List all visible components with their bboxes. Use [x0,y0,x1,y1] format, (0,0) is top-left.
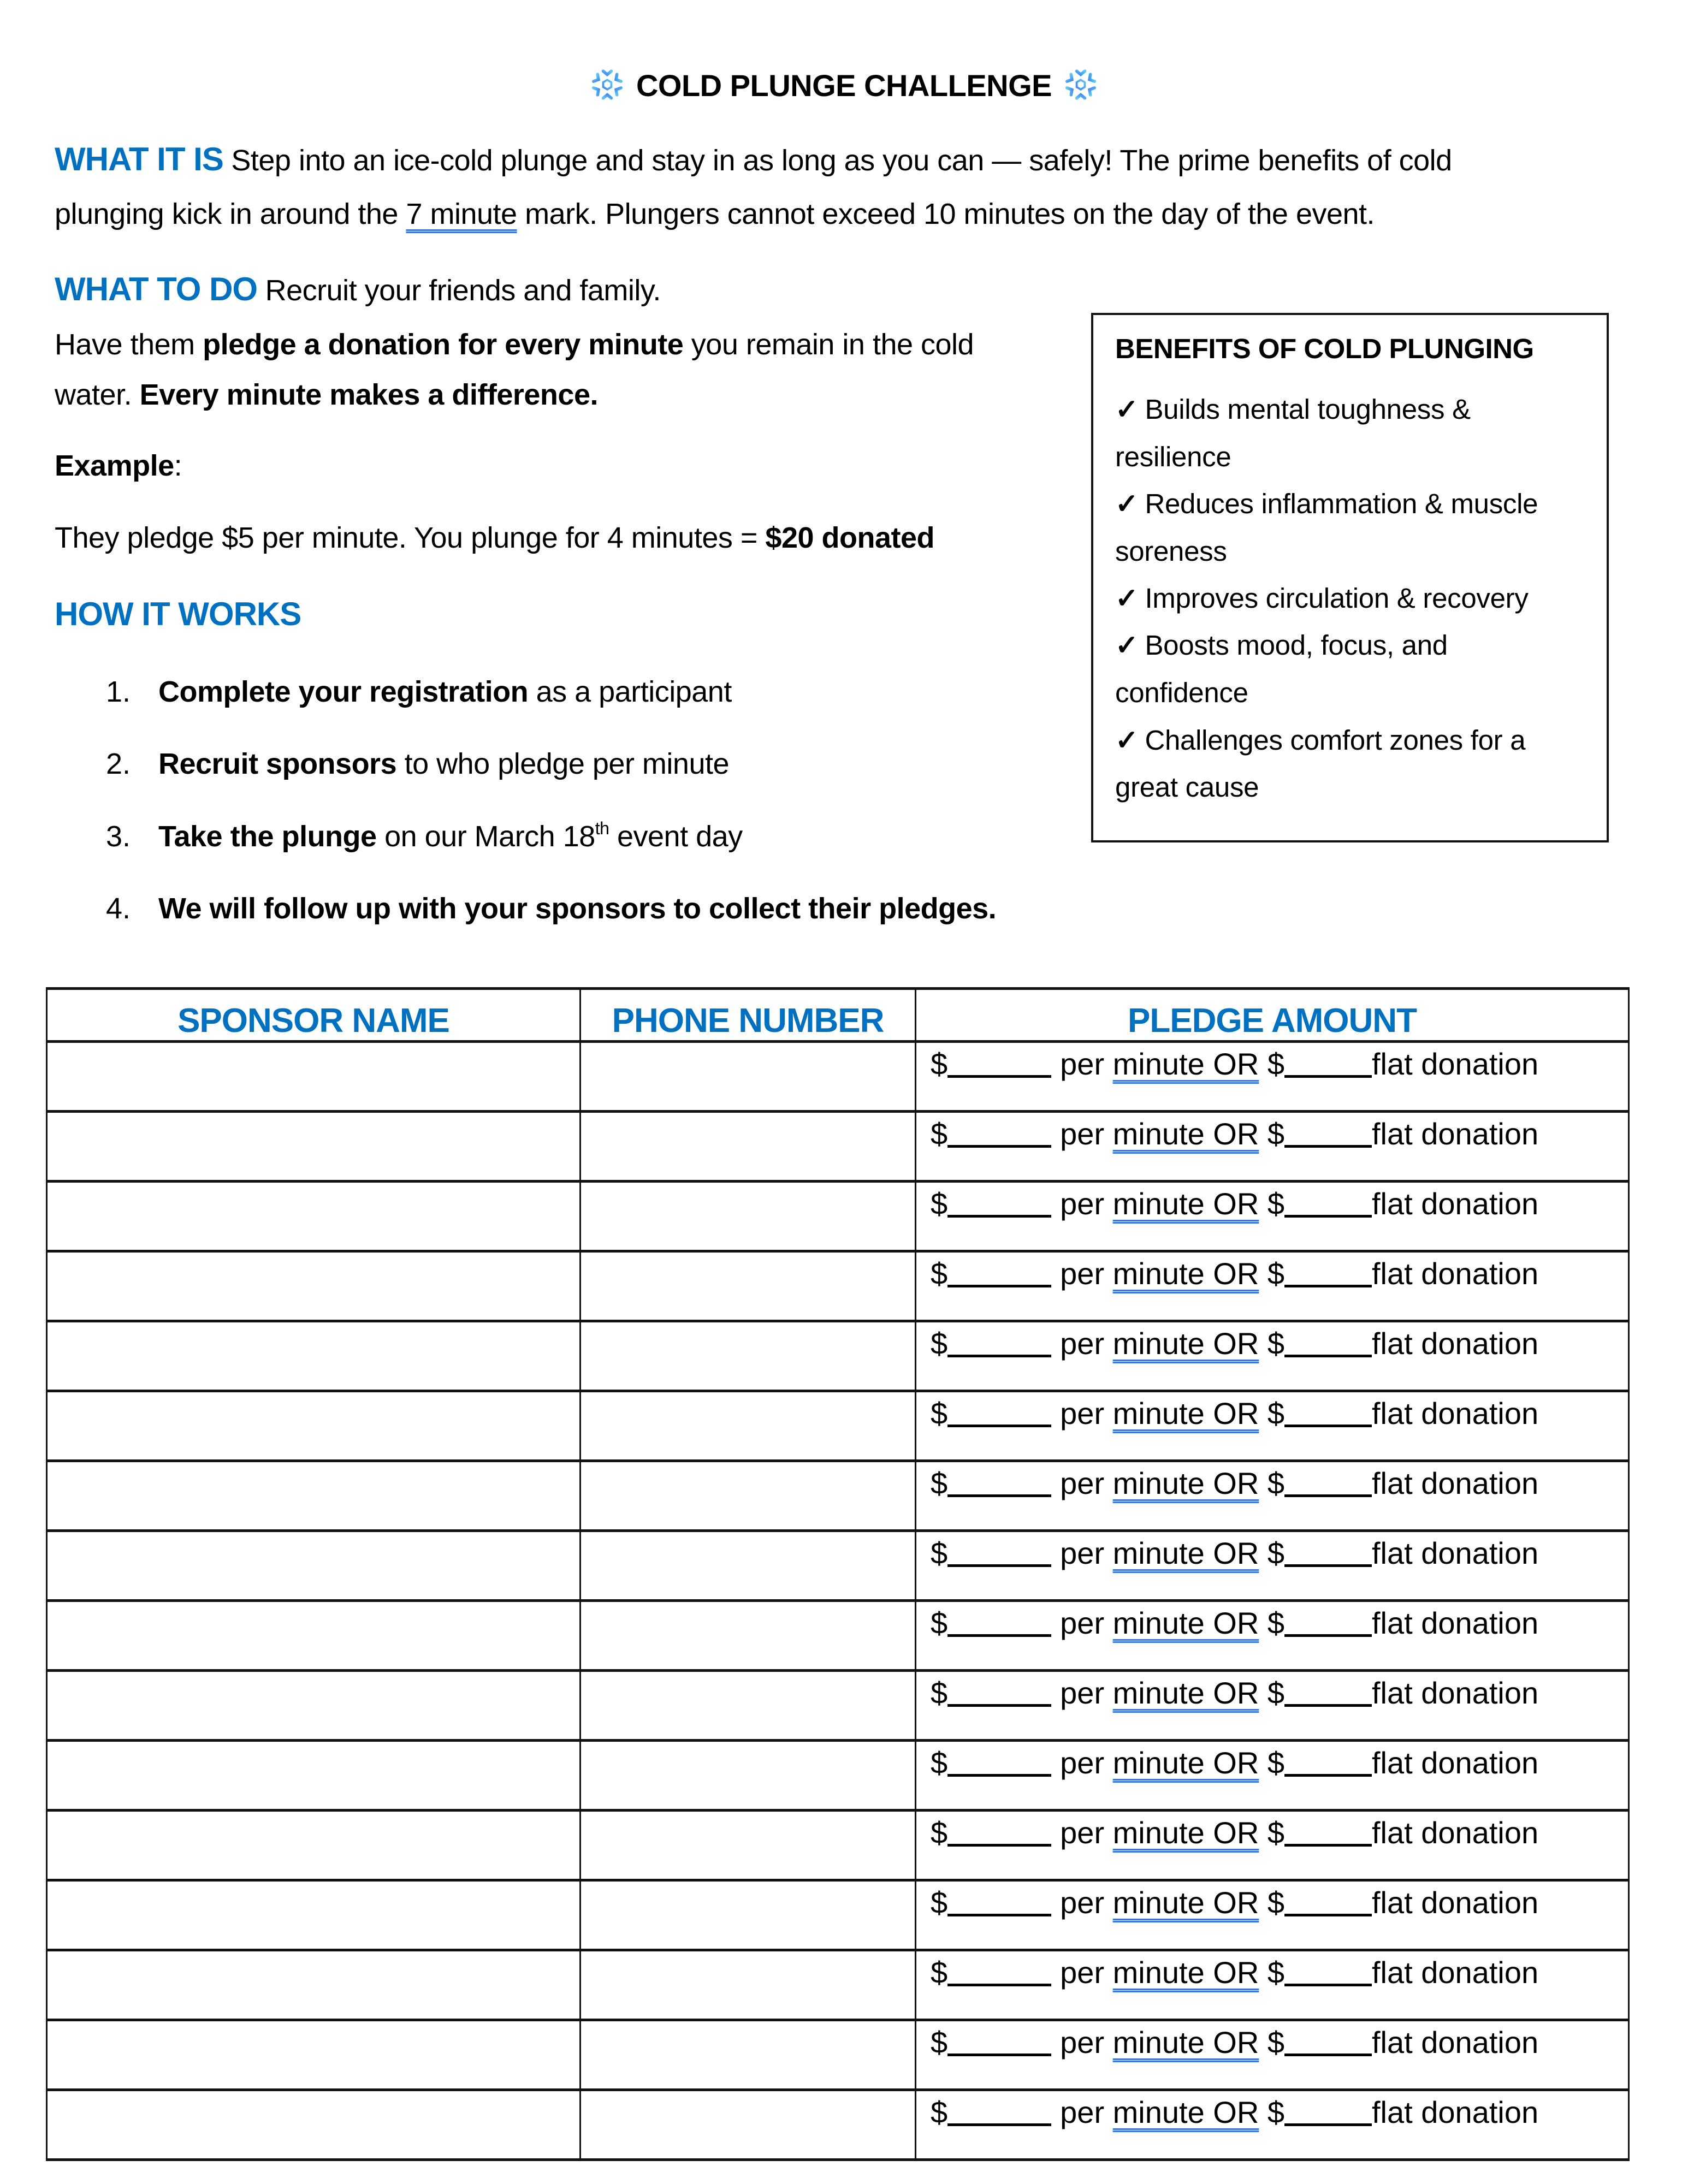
per-minute-amount-blank[interactable] [947,1634,1051,1637]
sponsor-name-cell[interactable] [47,1741,581,1811]
benefit-item [1115,393,1471,426]
dollar-sign: $ [931,1606,948,1640]
sponsor-name-cell[interactable] [47,1880,581,1950]
flat-donation-label: flat donation [1372,1117,1539,1151]
phone-number-cell[interactable] [581,1811,916,1880]
sponsor-name-cell[interactable] [47,1811,581,1880]
sponsor-name-cell[interactable] [47,1531,581,1601]
ordinal-suffix: th [595,818,609,838]
page-title [0,68,1688,103]
per-label: per [1060,1396,1113,1431]
benefit-item [1115,771,1259,803]
phone-number-cell[interactable] [581,2020,916,2090]
pledge-amount-cell [916,2090,1629,2160]
benefit-item [1115,535,1227,567]
dollar-sign: $ [931,1746,948,1780]
checkmark-icon: ✓ [1115,394,1139,425]
flat-donation-label: flat donation [1372,1186,1539,1221]
minute-or-label: minute OR [1112,1815,1259,1850]
minute-or-label: minute OR [1112,2025,1259,2060]
flat-donation-label: flat donation [1372,1676,1539,1710]
flat-donation-label: flat donation [1372,1885,1539,1920]
phone-number-cell[interactable] [581,2090,916,2160]
phone-number-cell[interactable] [581,1042,916,1112]
per-label: per [1060,1676,1113,1710]
dollar-sign: $ [931,2025,948,2060]
per-label: per [1060,1536,1113,1570]
dollar-sign: $ [1259,2095,1284,2129]
flat-amount-blank[interactable] [1284,2053,1372,2056]
benefit-text: Challenges comfort zones for a [1145,725,1526,756]
flat-donation-label: flat donation [1372,2025,1539,2060]
phone-number-cell[interactable] [581,1182,916,1251]
phone-number-cell[interactable] [581,1601,916,1671]
flat-donation-label: flat donation [1372,1326,1539,1361]
dollar-sign: $ [1259,1047,1284,1081]
benefit-item [1115,488,1538,520]
dollar-sign: $ [1259,1256,1284,1291]
text: Have them [55,328,203,361]
step-rest: as a participant [528,675,732,708]
phone-number-cell[interactable] [581,1321,916,1391]
dollar-sign: $ [1259,1746,1284,1780]
dollar-sign: $ [1259,1396,1284,1431]
flat-amount-blank[interactable] [1284,1075,1372,1078]
header-phone-number: PHONE NUMBER [581,989,916,1042]
snowflake-icon [590,68,624,102]
per-minute-amount-blank[interactable] [947,1843,1051,1847]
flat-amount-blank[interactable] [1284,2123,1372,2126]
per-label: per [1060,1186,1113,1221]
minute-or-label: minute OR [1112,1256,1259,1291]
dollar-sign: $ [931,2095,948,2129]
table-row [47,1811,1629,1880]
sponsor-name-cell[interactable] [47,1950,581,2020]
header-pledge-amount: PLEDGE AMOUNT [916,989,1629,1042]
per-minute-amount-blank[interactable] [947,1983,1051,1986]
per-minute-amount-blank[interactable] [947,1494,1051,1497]
per-label: per [1060,2025,1113,2060]
flat-amount-blank[interactable] [1284,1634,1372,1637]
sponsor-pledge-table [46,987,1630,2161]
what-it-is-line-1 [55,143,1452,176]
sponsor-name-cell[interactable] [47,1391,581,1461]
per-label: per [1060,1117,1113,1151]
what-it-is-text: plunging kick in around the [55,198,406,230]
what-to-do-line [55,273,661,306]
per-label: per [1060,2095,1113,2129]
step-number: 1. [106,675,131,708]
pledge-amount-cell [916,1880,1629,1950]
flat-donation-label: flat donation [1372,1606,1539,1640]
header-sponsor-name: SPONSOR NAME [47,989,581,1042]
example-calculation: They pledge $5 per minute. You plunge for 4 minutes = [55,521,766,554]
step-rest: event day [609,820,743,853]
pledge-amount-cell [916,1671,1629,1741]
pledge-amount-cell [916,1531,1629,1601]
checkmark-icon: ✓ [1115,488,1139,519]
minute-or-label: minute OR [1112,2095,1259,2129]
dollar-sign: $ [1259,1117,1284,1151]
per-label: per [1060,1466,1113,1500]
pledge-amount-cell [916,1112,1629,1182]
minute-or-label: minute OR [1112,1047,1259,1081]
flat-amount-blank[interactable] [1284,1983,1372,1986]
flat-amount-blank[interactable] [1284,1704,1372,1707]
per-minute-amount-blank[interactable] [947,1704,1051,1707]
flat-amount-blank[interactable] [1284,1214,1372,1218]
benefit-item [1115,582,1529,615]
step-bold: Recruit sponsors [158,747,397,780]
pledge-amount-cell [916,1042,1629,1112]
flat-amount-blank[interactable] [1284,1773,1372,1777]
dollar-sign: $ [1259,1466,1284,1500]
table-row [47,1321,1629,1391]
title-text: COLD PLUNGE CHALLENGE [636,68,1052,103]
flat-amount-blank[interactable] [1284,1494,1372,1497]
what-to-do-heading: WHAT TO DO [55,271,258,307]
flat-amount-blank[interactable] [1284,1424,1372,1427]
checkmark-icon: ✓ [1115,630,1139,661]
pledge-amount-cell [916,2020,1629,2090]
dollar-sign: $ [1259,1955,1284,1990]
benefit-text: Builds mental toughness & [1145,394,1471,425]
benefit-text: Boosts mood, focus, and [1145,630,1448,661]
table-row [47,1741,1629,1811]
pledge-amount-cell [916,1461,1629,1531]
benefit-text: resilience [1115,441,1231,472]
flat-donation-label: flat donation [1372,1536,1539,1570]
every-minute-emphasis: Every minute makes a difference. [139,378,598,411]
text: you remain in the cold [683,328,974,361]
phone-number-cell[interactable] [581,1391,916,1461]
per-minute-amount-blank[interactable] [947,1564,1051,1567]
per-minute-amount-blank[interactable] [947,2123,1051,2126]
per-minute-amount-blank[interactable] [947,1354,1051,1357]
phone-number-cell[interactable] [581,1461,916,1531]
dollar-sign: $ [1259,2025,1284,2060]
phone-number-cell[interactable] [581,1950,916,2020]
dollar-sign: $ [1259,1186,1284,1221]
phone-number-cell[interactable] [581,1741,916,1811]
minute-or-label: minute OR [1112,1396,1259,1431]
what-to-do-intro: Recruit your friends and family. [265,274,661,307]
dollar-sign: $ [931,1466,948,1500]
phone-number-cell[interactable] [581,1880,916,1950]
per-minute-amount-blank[interactable] [947,1913,1051,1916]
what-it-is-text: mark. Plungers cannot exceed 10 minutes on the day of the event. [517,198,1375,230]
benefit-text: great cause [1115,771,1259,803]
pledge-amount-cell [916,1741,1629,1811]
per-minute-amount-blank[interactable] [947,1214,1051,1218]
dollar-sign: $ [931,1047,948,1081]
pledge-amount-cell [916,1321,1629,1391]
benefits-box [1091,313,1609,842]
minute-or-label: minute OR [1112,1536,1259,1570]
minute-or-label: minute OR [1112,1746,1259,1780]
what-to-do-detail-2 [55,380,598,410]
checkmark-icon: ✓ [1115,583,1139,614]
what-it-is-line-2 [55,199,1375,229]
flat-donation-label: flat donation [1372,1047,1539,1081]
what-to-do-detail-1 [55,330,974,359]
dollar-sign: $ [931,1815,948,1850]
per-minute-amount-blank[interactable] [947,1284,1051,1287]
flat-amount-blank[interactable] [1284,1354,1372,1357]
per-minute-amount-blank[interactable] [947,1424,1051,1427]
minute-or-label: minute OR [1112,1117,1259,1151]
minute-or-label: minute OR [1112,1606,1259,1640]
benefits-heading: BENEFITS OF COLD PLUNGING [1115,333,1534,364]
table-row [47,1182,1629,1251]
sponsor-name-cell[interactable] [47,1461,581,1531]
flat-donation-label: flat donation [1372,1396,1539,1431]
sponsor-name-cell[interactable] [47,2090,581,2160]
dollar-sign: $ [1259,1815,1284,1850]
dollar-sign: $ [931,1117,948,1151]
checkmark-icon: ✓ [1115,725,1139,756]
flat-donation-label: flat donation [1372,1746,1539,1780]
minute-or-label: minute OR [1112,1955,1259,1990]
benefit-text: Reduces inflammation & muscle [1145,488,1538,519]
dollar-sign: $ [1259,1326,1284,1361]
table-row [47,1461,1629,1531]
pledge-amount-cell [916,1251,1629,1321]
phone-number-cell[interactable] [581,1671,916,1741]
table-row [47,2090,1629,2160]
table-row [47,2020,1629,2090]
seven-minute-text: 7 minute [406,198,517,230]
snowflake-icon [1064,68,1098,102]
per-label: per [1060,1885,1113,1920]
sponsor-name-cell[interactable] [47,1112,581,1182]
step-number: 4. [106,892,131,925]
dollar-sign: $ [1259,1676,1284,1710]
sponsor-name-cell[interactable] [47,1321,581,1391]
benefit-item [1115,441,1231,473]
dollar-sign: $ [931,1256,948,1291]
step-rest: to who pledge per minute [396,747,730,780]
pledge-amount-cell [916,1950,1629,2020]
per-label: per [1060,1606,1113,1640]
example-text [55,523,934,553]
benefit-item [1115,724,1525,757]
per-minute-amount-blank[interactable] [947,2053,1051,2056]
sponsor-name-cell[interactable] [47,1042,581,1112]
how-it-works-heading: HOW IT WORKS [55,596,301,632]
pledge-amount-cell [916,1811,1629,1880]
flat-amount-blank[interactable] [1284,1913,1372,1916]
phone-number-cell[interactable] [581,1112,916,1182]
flat-amount-blank[interactable] [1284,1843,1372,1847]
step-bold: Take the plunge [158,820,377,853]
per-minute-amount-blank[interactable] [947,1075,1051,1078]
pledge-amount-cell [916,1601,1629,1671]
step-number: 2. [106,747,131,780]
dollar-sign: $ [931,1326,948,1361]
what-it-is-heading: WHAT IT IS [55,141,223,177]
benefit-text: confidence [1115,677,1248,708]
benefit-item [1115,676,1248,709]
table-header-row [47,989,1629,1042]
dollar-sign: $ [931,1396,948,1431]
dollar-sign: $ [931,1186,948,1221]
per-minute-amount-blank[interactable] [947,1144,1051,1148]
phone-number-cell[interactable] [581,1251,916,1321]
example-result: $20 donated [765,521,934,554]
example-label [55,451,182,480]
flat-donation-label: flat donation [1372,2095,1539,2129]
table-row [47,1601,1629,1671]
dollar-sign: $ [931,1536,948,1570]
sponsor-name-cell[interactable] [47,1671,581,1741]
flat-amount-blank[interactable] [1284,1564,1372,1567]
example-label-text: Example [55,449,174,482]
benefit-text: soreness [1115,536,1227,567]
step-rest: on our March 18 [376,820,595,853]
sponsor-name-cell[interactable] [47,1601,581,1671]
minute-or-label: minute OR [1112,1466,1259,1500]
pledge-amount-cell [916,1182,1629,1251]
table-row [47,1251,1629,1321]
per-label: per [1060,1047,1113,1081]
pledge-amount-cell [916,1391,1629,1461]
table-row [47,1531,1629,1601]
table-row [47,1042,1629,1112]
dollar-sign: $ [931,1955,948,1990]
table-row [47,1112,1629,1182]
table-row [47,1950,1629,2020]
sponsor-name-cell[interactable] [47,2020,581,2090]
dollar-sign: $ [931,1885,948,1920]
flat-amount-blank[interactable] [1284,1144,1372,1148]
sponsor-name-cell[interactable] [47,1182,581,1251]
table-row [47,1391,1629,1461]
flat-donation-label: flat donation [1372,1256,1539,1291]
step-number: 3. [106,820,131,853]
minute-or-label: minute OR [1112,1186,1259,1221]
benefit-item [1115,629,1448,662]
what-it-is-text: Step into an ice-cold plunge and stay in as long as you can — safely! The prime benefits of cold [231,144,1452,177]
per-label: per [1060,1256,1113,1291]
per-label: per [1060,1955,1113,1990]
benefit-text: Improves circulation & recovery [1145,583,1529,614]
phone-number-cell[interactable] [581,1531,916,1601]
table-row [47,1880,1629,1950]
flat-donation-label: flat donation [1372,1815,1539,1850]
text: water. [55,378,140,411]
per-minute-amount-blank[interactable] [947,1773,1051,1777]
flat-amount-blank[interactable] [1284,1284,1372,1287]
step-bold: Complete your registration [158,675,529,708]
sponsor-name-cell[interactable] [47,1251,581,1321]
colon: : [174,449,182,482]
minute-or-label: minute OR [1112,1326,1259,1361]
per-label: per [1060,1746,1113,1780]
per-label: per [1060,1815,1113,1850]
flat-donation-label: flat donation [1372,1466,1539,1500]
minute-or-label: minute OR [1112,1885,1259,1920]
step-bold: We will follow up with your sponsors to collect their pledges. [158,892,997,925]
per-label: per [1060,1326,1113,1361]
dollar-sign: $ [1259,1536,1284,1570]
table-row [47,1671,1629,1741]
pledge-emphasis: pledge a donation for every minute [203,328,684,361]
dollar-sign: $ [1259,1606,1284,1640]
minute-or-label: minute OR [1112,1676,1259,1710]
dollar-sign: $ [931,1676,948,1710]
dollar-sign: $ [1259,1885,1284,1920]
flat-donation-label: flat donation [1372,1955,1539,1990]
